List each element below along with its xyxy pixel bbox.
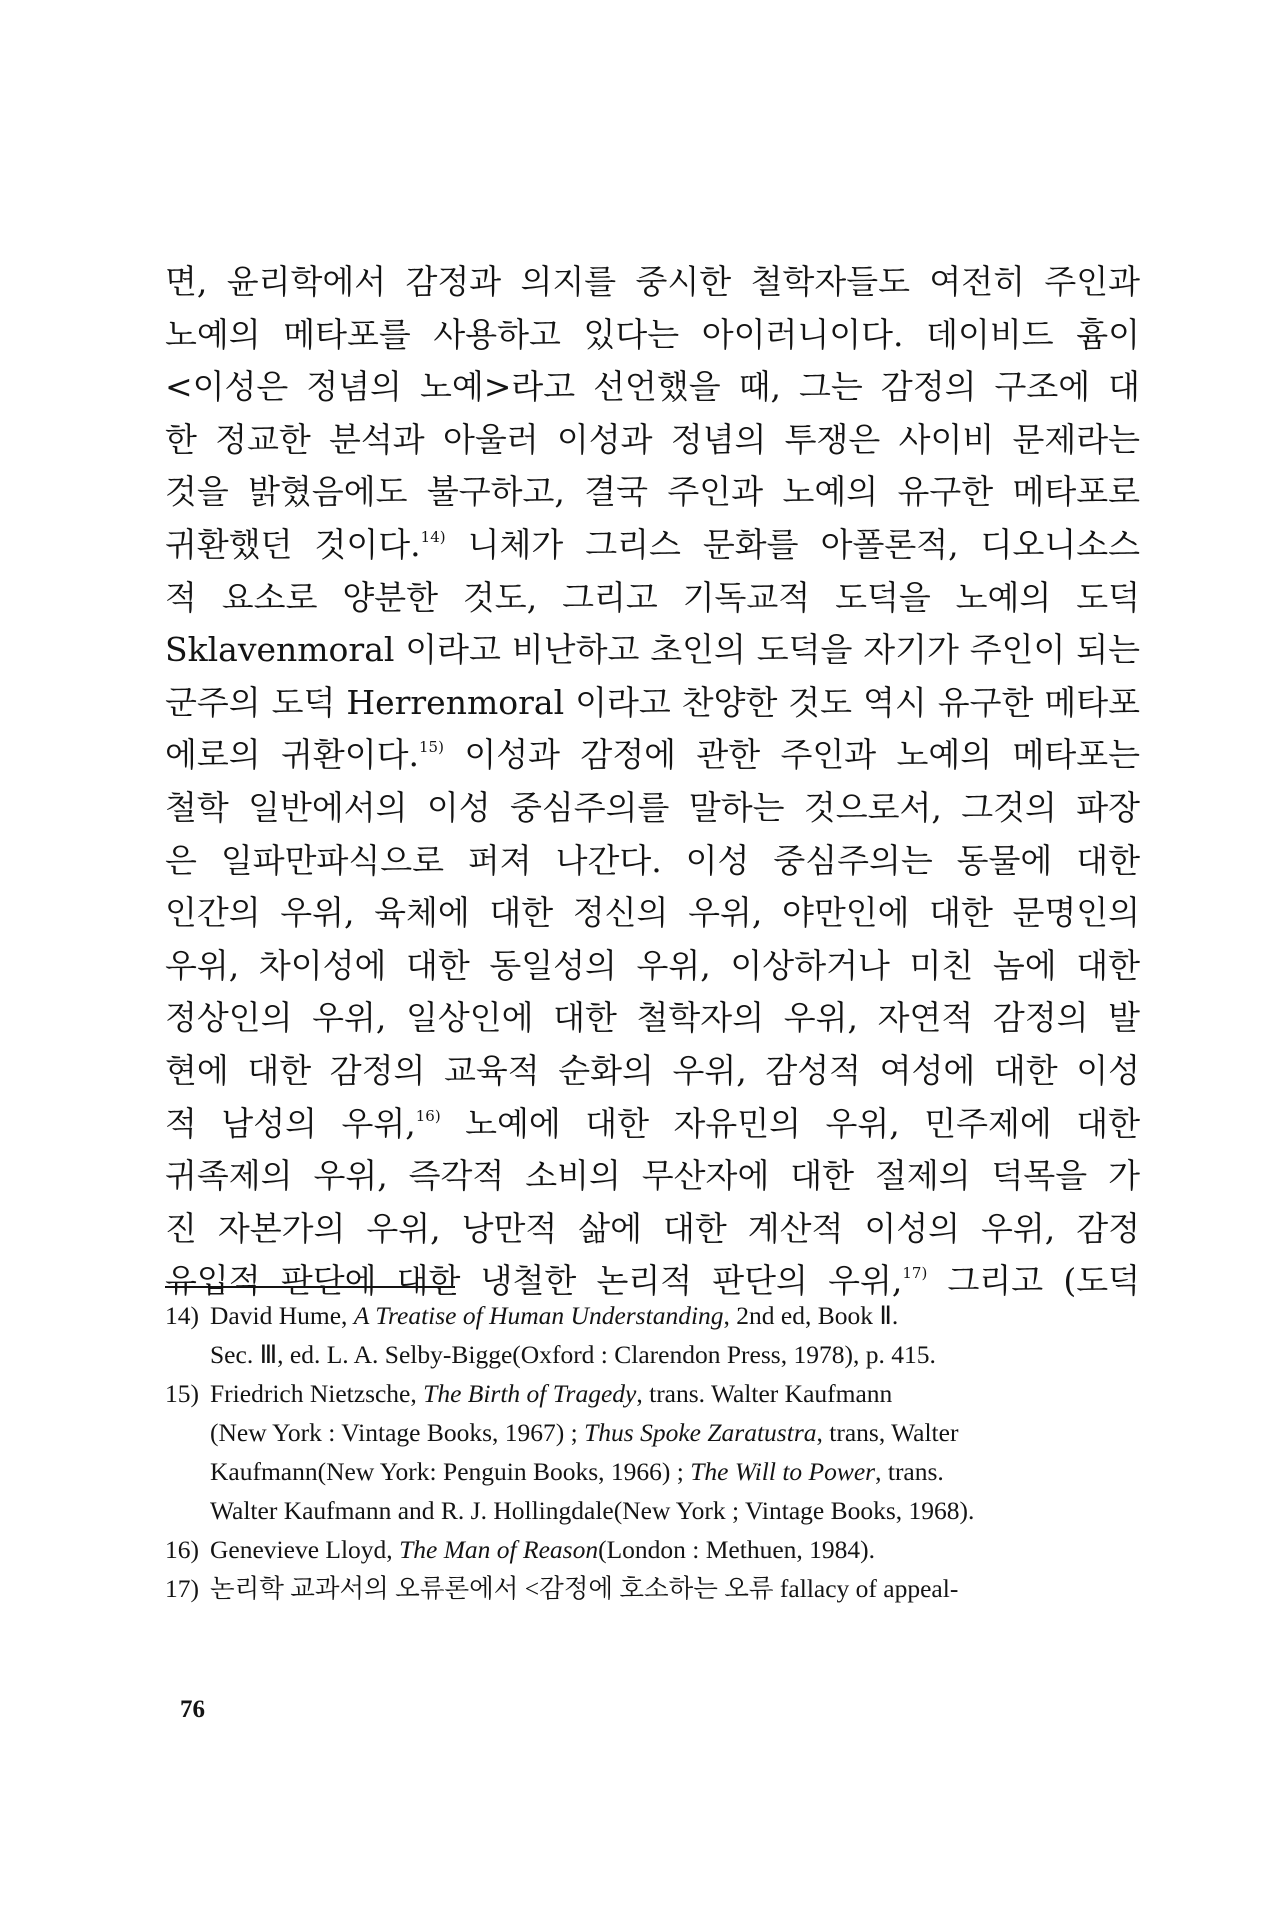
footnote-17 (165, 1569, 1145, 1608)
footnote-text: , 2nd ed, Book Ⅱ. (723, 1301, 899, 1330)
footnote-title: The Birth of Tragedy (423, 1379, 637, 1408)
footnote-text: , trans, Walter (816, 1418, 959, 1447)
footnote-14 (165, 1296, 1145, 1374)
body-line: 은 일파만파식으로 퍼져 나간다. 이성 중심주의는 동물에 대한 (165, 840, 1140, 880)
body-text-segment: 이성과 감정에 관한 주인과 노예의 메타포는 (443, 735, 1140, 775)
footnote-line (165, 1374, 1145, 1413)
body-text-segment: 니체가 그리스 문화를 아폴론적, 디오니소스 (445, 524, 1140, 564)
footnote-text: David Hume, (210, 1301, 354, 1330)
body-text-segment: 노예에 대한 자유민의 우위, 민주제에 대한 (440, 1103, 1140, 1143)
footnote-number: 16) (165, 1535, 199, 1564)
body-line: 노예의 메타포를 사용하고 있다는 아이러니이다. 데이비드 흄이 (165, 314, 1140, 354)
body-text-segment: 유입적 판단에 대한 냉철한 논리적 판단의 우위, (165, 1261, 903, 1301)
body-line (165, 729, 1140, 782)
footnote-title: Thus Spoke Zaratustra (584, 1418, 817, 1447)
body-line: 진 자본가의 우위, 낭만적 삶에 대한 계산적 이성의 우위, 감정 (165, 1208, 1140, 1248)
footnote-number: 14) (165, 1301, 199, 1330)
footnote-text: (New York : Vintage Books, 1967) ; (210, 1418, 585, 1447)
body-text-segment: 에로의 귀환이다. (165, 735, 420, 775)
footnote-title: A Treatise of Human Understanding (353, 1301, 724, 1330)
body-text-segment: 적 남성의 우위, (165, 1103, 416, 1143)
footnote-ref-15: 15) (419, 738, 444, 757)
body-line (165, 519, 1140, 572)
footnotes (165, 1296, 1145, 1608)
footnote-line (165, 1296, 1145, 1335)
page-number: 76 (180, 1696, 205, 1723)
footnote-text: , trans. (875, 1457, 944, 1486)
body-line: 철학 일반에서의 이성 중심주의를 말하는 것으로서, 그것의 파장 (165, 787, 1140, 827)
body-line (165, 1098, 1140, 1151)
footnote-divider (165, 1286, 455, 1288)
footnote-line (165, 1569, 1145, 1608)
body-text (165, 256, 1140, 1308)
footnote-16 (165, 1530, 1145, 1569)
body-line: 군주의 도덕 Herrenmoral 이라고 찬양한 것도 역시 유구한 메타포 (165, 682, 1140, 722)
body-line: <이성은 정념의 노예>라고 선언했을 때, 그는 감정의 구조에 대 (165, 367, 1140, 407)
body-line: 적 요소로 양분한 것도, 그리고 기독교적 도덕을 노예의 도덕 (165, 577, 1140, 617)
footnote-text: 논리학 교과서의 오류론에서 <감정에 호소하는 오류 fallacy of appeal- (210, 1574, 959, 1603)
footnote-title: The Man of Reason (399, 1535, 599, 1564)
body-line: 정상인의 우위, 일상인에 대한 철학자의 우위, 자연적 감정의 발 (165, 998, 1140, 1038)
footnote-line (165, 1452, 1145, 1491)
body-line: 인간의 우위, 육체에 대한 정신의 우위, 야만인에 대한 문명인의 (165, 893, 1140, 933)
footnote-number: 15) (165, 1379, 199, 1408)
body-line: Sklavenmoral 이라고 비난하고 초인의 도덕을 자기가 주인이 되는 (165, 630, 1140, 670)
footnote-text: Friedrich Nietzsche, (210, 1379, 424, 1408)
footnote-number: 17) (165, 1574, 199, 1603)
footnote-text: (London : Methuen, 1984). (598, 1535, 876, 1564)
footnote-line: Sec. Ⅲ, ed. L. A. Selby-Bigge(Oxford : Clarendon Press, 1978), p. 415. (210, 1340, 936, 1369)
footnote-line (165, 1530, 1145, 1569)
footnote-15 (165, 1374, 1145, 1530)
footnote-ref-17: 17) (902, 1264, 928, 1283)
footnote-text: Genevieve Lloyd, (210, 1535, 400, 1564)
footnote-line: Walter Kaufmann and R. J. Hollingdale(New York ; Vintage Books, 1968). (210, 1496, 975, 1525)
body-text-segment: 귀환했던 것이다. (165, 524, 421, 564)
body-line: 것을 밝혔음에도 불구하고, 결국 주인과 노예의 유구한 메타포로 (165, 472, 1140, 512)
footnote-text: Kaufmann(New York: Penguin Books, 1966) ; (210, 1457, 691, 1486)
body-text-segment: 그리고 (도덕 (927, 1261, 1140, 1301)
body-line: 한 정교한 분석과 아울러 이성과 정념의 투쟁은 사이비 문제라는 (165, 419, 1140, 459)
footnote-ref-14: 14) (420, 527, 446, 546)
body-line: 귀족제의 우위, 즉각적 소비의 무산자에 대한 절제의 덕목을 가 (165, 1156, 1140, 1196)
footnote-title: The Will to Power (690, 1457, 876, 1486)
footnote-text: , trans. Walter Kaufmann (636, 1379, 893, 1408)
footnote-line (165, 1413, 1145, 1452)
footnote-ref-16: 16) (415, 1106, 441, 1125)
body-line: 면, 윤리학에서 감정과 의지를 중시한 철학자들도 여전히 주인과 (165, 262, 1140, 301)
body-line: 우위, 차이성에 대한 동일성의 우위, 이상하거나 미친 놈에 대한 (165, 945, 1140, 985)
body-line: 현에 대한 감정의 교육적 순화의 우위, 감성적 여성에 대한 이성 (165, 1050, 1140, 1090)
